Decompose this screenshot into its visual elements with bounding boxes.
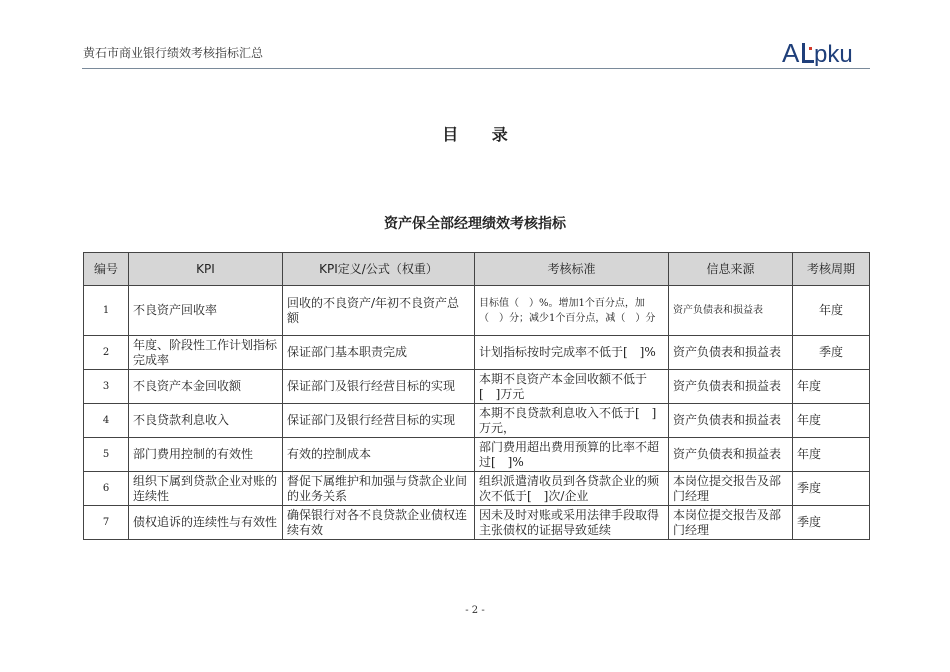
cell-period: 季度	[793, 472, 870, 506]
cell-id: 5	[84, 438, 129, 472]
cell-standard: 计划指标按时完成率不低于[ ]%	[475, 336, 669, 370]
table-row	[84, 438, 870, 472]
cell-source: 资产负债表和损益表	[669, 286, 793, 336]
cell-definition: 确保银行对各不良贷款企业债权连续有效	[283, 506, 475, 540]
company-logo	[782, 38, 870, 66]
alpku-logo-mark	[782, 38, 870, 66]
column-header-kpi: KPI	[129, 253, 283, 286]
cell-kpi: 不良贷款利息收入	[129, 404, 283, 438]
table-row	[84, 286, 870, 336]
cell-kpi: 债权追诉的连续性与有效性	[129, 506, 283, 540]
cell-id: 1	[84, 286, 129, 336]
cell-kpi: 不良资产回收率	[129, 286, 283, 336]
cell-id: 2	[84, 336, 129, 370]
table-row	[84, 404, 870, 438]
page-title: 目 录	[442, 125, 522, 144]
column-header-period: 考核周期	[793, 253, 870, 286]
cell-id: 3	[84, 370, 129, 404]
cell-period: 季度	[793, 506, 870, 540]
table-title: 资产保全部经理绩效考核指标	[384, 216, 566, 232]
cell-definition: 保证部门及银行经营目标的实现	[283, 404, 475, 438]
cell-standard: 部门费用超出费用预算的比率不超过[ ]%	[475, 438, 669, 472]
cell-definition: 回收的不良资产/年初不良资产总额	[283, 286, 475, 336]
page-number: - 2 -	[465, 605, 485, 616]
cell-source: 资产负债表和损益表	[669, 404, 793, 438]
cell-kpi: 部门费用控制的有效性	[129, 438, 283, 472]
cell-definition: 有效的控制成本	[283, 438, 475, 472]
cell-id: 6	[84, 472, 129, 506]
cell-period: 季度	[793, 336, 870, 370]
cell-source: 资产负债表和损益表	[669, 438, 793, 472]
cell-kpi: 组织下属到贷款企业对账的连续性	[129, 472, 283, 506]
svg-text:pku: pku	[814, 41, 853, 66]
cell-id: 4	[84, 404, 129, 438]
svg-text:A: A	[782, 38, 800, 66]
cell-kpi: 年度、阶段性工作计划指标完成率	[129, 336, 283, 370]
table-row	[84, 506, 870, 540]
column-header-id: 编号	[84, 253, 129, 286]
cell-standard: 本期不良贷款利息收入不低于[ ]万元，	[475, 404, 669, 438]
cell-source: 资产负债表和损益表	[669, 336, 793, 370]
cell-source: 本岗位提交报告及部门经理	[669, 472, 793, 506]
cell-standard: 组织派遣清收员到各贷款企业的频次不低于[ ]次/企业	[475, 472, 669, 506]
document-header-title: 黄石市商业银行绩效考核指标汇总	[83, 46, 264, 60]
cell-period: 年度	[793, 286, 870, 336]
cell-standard: 目标值（ ）%。增加1个百分点，加（ ）分；减少1个百分点，减（ ）分	[475, 286, 669, 336]
cell-definition: 督促下属维护和加强与贷款企业间的业务关系	[283, 472, 475, 506]
cell-period: 年度	[793, 404, 870, 438]
cell-definition: 保证部门基本职责完成	[283, 336, 475, 370]
cell-source: 资产负债表和损益表	[669, 370, 793, 404]
cell-period: 年度	[793, 370, 870, 404]
cell-standard: 因未及时对账或采用法律手段取得主张债权的证据导致延续	[475, 506, 669, 540]
table-header-row	[84, 253, 870, 286]
kpi-table	[83, 252, 870, 540]
header-divider	[82, 68, 870, 69]
cell-definition: 保证部门及银行经营目标的实现	[283, 370, 475, 404]
column-header-source: 信息来源	[669, 253, 793, 286]
cell-standard: 本期不良资产本金回收额不低于[ ]万元	[475, 370, 669, 404]
table-row	[84, 472, 870, 506]
column-header-standard: 考核标准	[475, 253, 669, 286]
column-header-definition: KPI定义/公式（权重）	[283, 253, 475, 286]
table-row	[84, 336, 870, 370]
cell-source: 本岗位提交报告及部门经理	[669, 506, 793, 540]
cell-id: 7	[84, 506, 129, 540]
cell-kpi: 不良资产本金回收额	[129, 370, 283, 404]
cell-period: 年度	[793, 438, 870, 472]
table-row	[84, 370, 870, 404]
